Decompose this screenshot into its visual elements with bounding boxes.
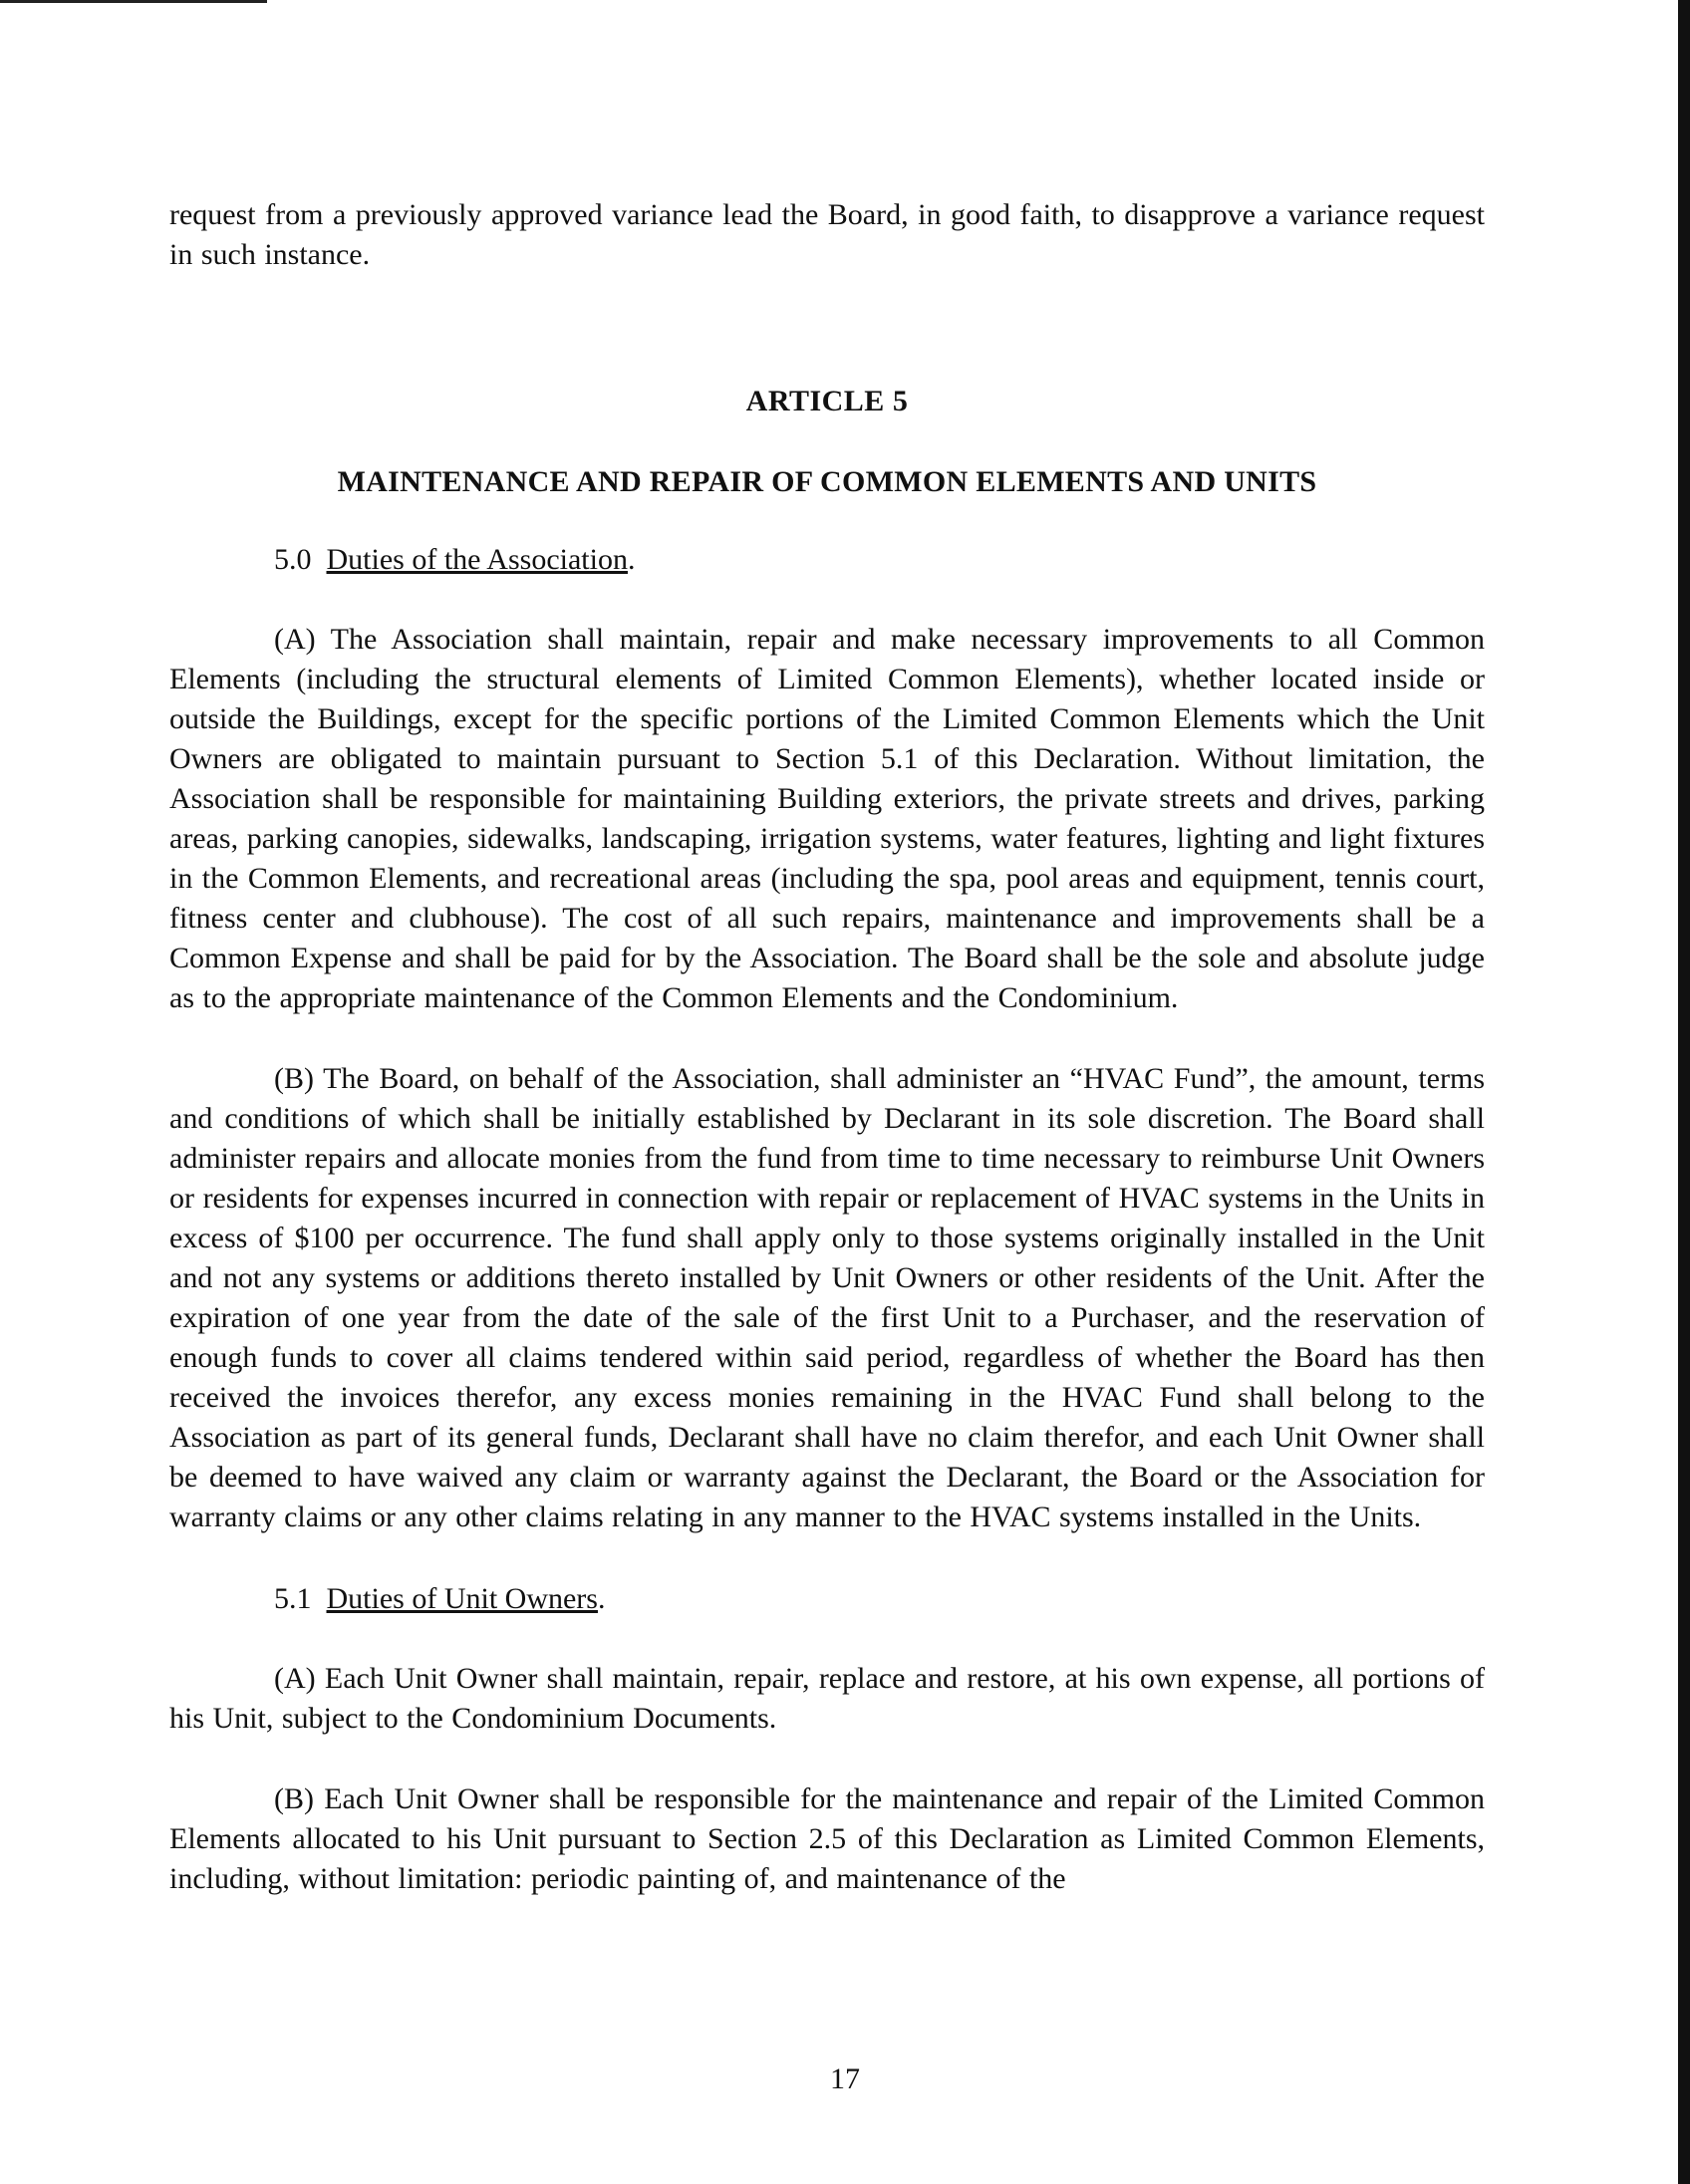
scan-edge-mark-right [1678,0,1690,2184]
section-title-suffix: . [597,1582,606,1615]
section-number: 5.0 [274,543,312,576]
section-heading-5-1 [169,1579,1485,1619]
document-page [169,195,1485,1899]
section-number: 5.1 [274,1582,312,1615]
paragraph-5-1-b: (B) Each Unit Owner shall be responsible for the maintenance and repair of the Limited Common Elements allocated to his Unit pursuant to Section 2.5 of this Declaration as Limited Common Elements, including, without limitation: periodic painting of, and maintenance of the [169,1782,1485,1895]
paragraph-5-0-b: (B) The Board, on behalf of the Association, shall administer an “HVAC Fund”, the amount, terms and conditions of which shall be initially established by Declarant in its sole discretion. The Board shall administer repairs and allocate monies from the fund from time to time necessary to reimburse Unit Owners or residents for expenses incurred in connection with repair or replacement of HVAC systems in the Units in excess of $100 per occurrence. The fund shall apply only to those systems originally installed in the Unit and not any systems or additions thereto installed by Unit Owners or other residents of the Unit. After the expiration of one year from the date of the sale of the first Unit to a Purchaser, and the reservation of enough funds to cover all claims tendered within said period, regardless of whether the Board has then received the invoices therefor, any excess monies remaining in the HVAC Fund shall belong to the Association as part of its general funds, Declarant shall have no claim therefor, and each Unit Owner shall be deemed to have waived any claim or warranty against the Declarant, the Board or the Association for warranty claims or any other claims relating in any manner to the HVAC systems installed in the Units. [169,1062,1485,1533]
article-number: ARTICLE 5 [745,385,909,417]
continuation-paragraph: request from a previously approved variance lead the Board, in good faith, to disapprove a variance request in such instance. [169,198,1485,271]
page-number: 17 [830,2062,860,2095]
article-title: MAINTENANCE AND REPAIR OF COMMON ELEMENTS AND UNITS [337,465,1317,498]
paragraph-5-0-a: (A) The Association shall maintain, repair and make necessary improvements to all Common Elements (including the structural elements of Limited Common Elements), whether located inside or outside the Buildings, except for the specific portions of the Limited Common Elements which the Unit Owners are obligated to maintain pursuant to Section 5.1 of this Declaration. Without limitation, the Association shall be responsible for maintaining Building exteriors, the private streets and drives, parking areas, parking canopies, sidewalks, landscaping, irrigation systems, water features, lighting and light fixtures in the Common Elements, and recreational areas (including the spa, pool areas and equipment, tennis court, fitness center and clubhouse). The cost of all such repairs, maintenance and improvements shall be a Common Expense and shall be paid for by the Association. The Board shall be the sole and absolute judge as to the appropriate maintenance of the Common Elements and the Condominium. [169,623,1485,1014]
section-heading-5-0 [169,540,1485,580]
section-title: Duties of the Association [326,543,628,576]
paragraph-5-1-a: (A) Each Unit Owner shall maintain, repair, replace and restore, at his own expense, all portions of his Unit, subject to the Condominium Documents. [169,1662,1485,1735]
section-title: Duties of Unit Owners [326,1582,598,1615]
section-title-suffix: . [627,543,636,576]
scan-edge-mark-top [0,0,267,3]
